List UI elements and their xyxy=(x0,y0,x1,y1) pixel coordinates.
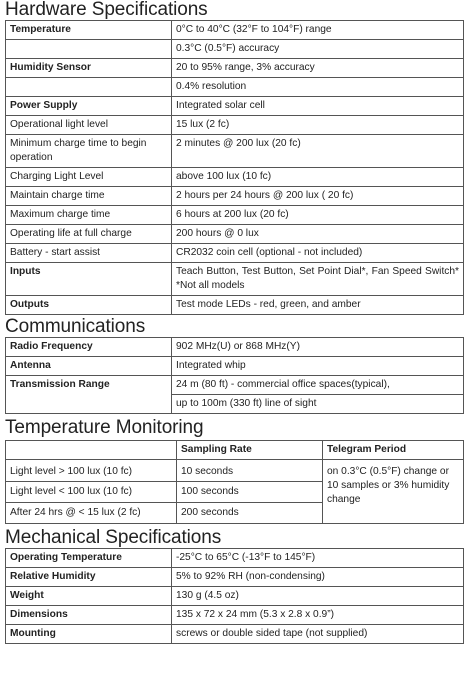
mechanical-table xyxy=(5,548,464,644)
row-label: After 24 hrs @ < 15 lux (2 fc) xyxy=(6,503,177,524)
row-value: 0°C to 40°C (32°F to 104°F) range xyxy=(172,21,464,40)
table-row xyxy=(6,376,464,395)
row-label: Maintain charge time xyxy=(6,187,172,206)
row-value: 10 seconds xyxy=(177,460,323,482)
row-value: -25°C to 65°C (-13°F to 145°F) xyxy=(172,549,464,568)
table-row xyxy=(6,549,464,568)
table-header-row xyxy=(6,441,464,460)
table-row xyxy=(6,338,464,357)
row-value: 100 seconds xyxy=(177,482,323,503)
table-row xyxy=(6,244,464,263)
table-row xyxy=(6,135,464,168)
row-value: 5% to 92% RH (non-condensing) xyxy=(172,568,464,587)
row-value: 24 m (80 ft) - commercial office spaces(typical), xyxy=(172,376,464,395)
row-value: 902 MHz(U) or 868 MHz(Y) xyxy=(172,338,464,357)
row-label: Radio Frequency xyxy=(6,338,172,357)
row-value: 15 lux (2 fc) xyxy=(172,116,464,135)
row-label: Temperature xyxy=(6,21,172,40)
row-value: 135 x 72 x 24 mm (5.3 x 2.8 x 0.9”) xyxy=(172,606,464,625)
row-value: 20 to 95% range, 3% accuracy xyxy=(172,59,464,78)
row-value: Test mode LEDs - red, green, and amber xyxy=(172,296,464,315)
row-label: Humidity Sensor xyxy=(6,59,172,78)
row-label: Maximum charge time xyxy=(6,206,172,225)
row-value: 200 hours @ 0 lux xyxy=(172,225,464,244)
row-value: 2 hours per 24 hours @ 200 lux ( 20 fc) xyxy=(172,187,464,206)
row-label: Mounting xyxy=(6,625,172,644)
row-label: Battery - start assist xyxy=(6,244,172,263)
row-label xyxy=(6,78,172,97)
row-label: Weight xyxy=(6,587,172,606)
table-row xyxy=(6,606,464,625)
table-row xyxy=(6,206,464,225)
row-value: above 100 lux (10 fc) xyxy=(172,168,464,187)
header-blank xyxy=(6,441,177,460)
row-value: screws or double sided tape (not supplied) xyxy=(172,625,464,644)
row-value: 2 minutes @ 200 lux (20 fc) xyxy=(172,135,464,168)
communications-title: Communications xyxy=(5,316,146,337)
row-value: 6 hours at 200 lux (20 fc) xyxy=(172,206,464,225)
mechanical-title: Mechanical Specifications xyxy=(5,527,222,548)
row-label xyxy=(6,40,172,59)
table-row xyxy=(6,59,464,78)
table-row xyxy=(6,116,464,135)
row-label: Antenna xyxy=(6,357,172,376)
row-label: Charging Light Level xyxy=(6,168,172,187)
row-label: Transmission Range xyxy=(6,376,172,414)
table-row xyxy=(6,97,464,116)
table-row xyxy=(6,225,464,244)
table-row xyxy=(6,625,464,644)
table-row xyxy=(6,357,464,376)
row-value: Integrated whip xyxy=(172,357,464,376)
table-row xyxy=(6,168,464,187)
row-value: 0.3°C (0.5°F) accuracy xyxy=(172,40,464,59)
table-row xyxy=(6,587,464,606)
table-row xyxy=(6,21,464,40)
table-row xyxy=(6,40,464,59)
header-sampling-rate: Sampling Rate xyxy=(177,441,323,460)
row-label: Operating Temperature xyxy=(6,549,172,568)
table-row xyxy=(6,296,464,315)
temperature-monitoring-table xyxy=(5,440,464,524)
row-label: Operating life at full charge xyxy=(6,225,172,244)
communications-table xyxy=(5,337,464,414)
row-label: Inputs xyxy=(6,263,172,296)
row-label: Dimensions xyxy=(6,606,172,625)
row-value: 0.4% resolution xyxy=(172,78,464,97)
row-value: Teach Button, Test Button, Set Point Dial*, Fan Speed Switch* *Not all models xyxy=(172,263,464,296)
table-row xyxy=(6,460,464,482)
row-label: Light level > 100 lux (10 fc) xyxy=(6,460,177,482)
row-value: up to 100m (330 ft) line of sight xyxy=(172,395,464,414)
telegram-period-value: on 0.3°C (0.5°F) change or 10 samples or 3% humidity change xyxy=(323,460,464,524)
row-label: Relative Humidity xyxy=(6,568,172,587)
table-row xyxy=(6,187,464,206)
row-label: Light level < 100 lux (10 fc) xyxy=(6,482,177,503)
row-label: Outputs xyxy=(6,296,172,315)
table-row xyxy=(6,568,464,587)
row-value: 130 g (4.5 oz) xyxy=(172,587,464,606)
hardware-title: Hardware Specifications xyxy=(5,0,208,20)
temperature-monitoring-title: Temperature Monitoring xyxy=(5,417,204,438)
row-value: 200 seconds xyxy=(177,503,323,524)
row-value: Integrated solar cell xyxy=(172,97,464,116)
table-row xyxy=(6,78,464,97)
hardware-table xyxy=(5,20,464,315)
header-telegram-period: Telegram Period xyxy=(323,441,464,460)
table-row xyxy=(6,263,464,296)
row-label: Minimum charge time to begin operation xyxy=(6,135,172,168)
row-label: Power Supply xyxy=(6,97,172,116)
row-label: Operational light level xyxy=(6,116,172,135)
row-value: CR2032 coin cell (optional - not included) xyxy=(172,244,464,263)
